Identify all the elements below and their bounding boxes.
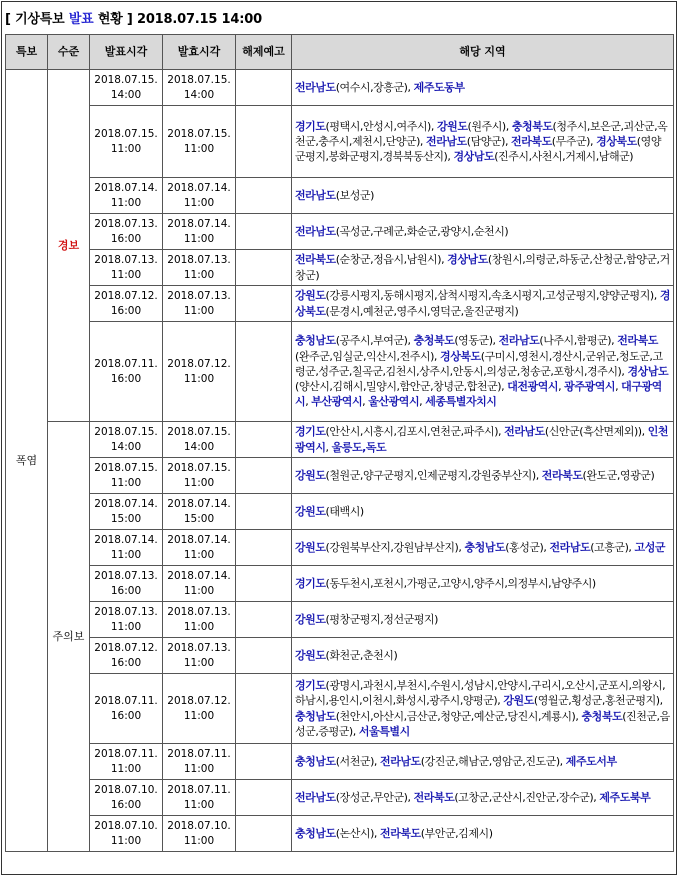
region-detail: (공주시,부여군), [335,334,414,348]
region-detail: (완주군,임실군,익산시,전주시), [295,349,441,363]
cancel-notice-cell [236,178,292,214]
region-name: 강원도 [503,694,534,708]
time-text: 11:00 [183,304,215,317]
cancel-notice-cell [236,566,292,602]
time-text: 11:00 [110,548,142,561]
region-name: 전라북도 [413,790,455,804]
announce-time-cell [90,744,163,780]
effective-time-cell [163,70,236,106]
date-text: 2018.07.14. [167,217,231,230]
date-text: 2018.07.12. [94,641,158,654]
region-cell [292,214,674,250]
effective-time-cell [163,780,236,816]
region-cell [292,566,674,602]
region-name: 경상북도 [596,134,637,148]
region-cell [292,70,674,106]
date-text: 2018.07.13. [167,289,231,302]
region-name: 경기도 [295,679,326,693]
region-cell [292,178,674,214]
region-cell [292,816,674,852]
time-text: 11:00 [110,620,142,633]
announce-time-cell [90,106,163,178]
announce-time-cell [90,178,163,214]
region-cell [292,494,674,530]
region-cell [292,458,674,494]
region-name: 광주광역시 [564,380,616,394]
region-cell [292,744,674,780]
region-name: 강원도 [436,119,468,133]
region-detail: (완도군,영광군) [582,468,655,482]
cancel-notice-cell [236,214,292,250]
time-text: 11:00 [110,142,142,155]
date-text: 2018.07.14. [94,181,158,194]
effective-time-cell [163,638,236,674]
region-detail: (고흥군), [590,540,635,554]
effective-time-cell [163,422,236,458]
region-name: 전라남도 [498,334,540,348]
table-row [6,214,674,250]
region-name: 충청남도 [464,540,506,554]
table-row [6,566,674,602]
region-detail: , [419,395,426,409]
time-text: 16:00 [110,304,142,317]
table-body [6,70,674,852]
date-text: 2018.07.15. [167,425,231,438]
region-detail: , [325,440,332,454]
header-cancel-notice: 해제예고 [236,35,292,70]
effective-time-cell [163,674,236,744]
region-detail: (광명시,과천시,부천시,수원시,성남시,안양시,구리시,오산시,군포시,의왕시,하남시,용인시,이천시,화성시,광주시,양평군), [295,679,666,708]
region-detail: , [362,395,369,409]
region-name: 전라남도 [295,188,336,202]
date-text: 2018.07.13. [167,253,231,266]
table-row [6,178,674,214]
effective-time-cell [163,530,236,566]
table-row [6,674,674,744]
effective-time-cell [163,106,236,178]
region-detail: (진천군,음성군,증평군), [295,709,670,738]
header-effective-time: 발효시각 [163,35,236,70]
region-name: 전라북도 [380,826,421,840]
region-name: 제주도동부 [413,80,465,94]
region-name: 충청북도 [511,119,553,133]
region-name: 충청북도 [581,709,623,723]
title-rest: 현황 ] 2018.07.15 14:00 [93,12,262,27]
region-name: 강원도 [295,540,326,554]
region-detail: (무주군), [551,134,597,148]
region-detail: (진주시,사천시,거제시,남해군) [494,150,634,164]
announce-time-cell [90,458,163,494]
heat-warning-table [5,34,674,852]
date-text: 2018.07.10. [94,819,158,832]
region-name: 충청남도 [295,334,336,348]
cancel-notice-cell [236,530,292,566]
region-cell [292,638,674,674]
region-cell [292,286,674,322]
region-name: 전라북도 [541,468,583,482]
announce-time-cell [90,816,163,852]
effective-time-cell [163,214,236,250]
announce-time-cell [90,70,163,106]
announce-time-cell [90,530,163,566]
time-text: 11:00 [183,196,215,209]
region-detail: (서천군), [335,754,381,768]
table-row [6,780,674,816]
table-header-row [6,35,674,70]
region-detail: (고창군,군산시,진안군,장수군), [454,790,600,804]
header-region: 해당 지역 [292,35,674,70]
date-text: 2018.07.15. [94,127,158,140]
region-cell [292,422,674,458]
cancel-notice-cell [236,638,292,674]
table-row [6,322,674,422]
region-detail: (원주시), [467,119,512,133]
region-detail: (강릉시평지,동해시평지,삼척시평지,속초시평지,고성군평지,양양군평지), [325,289,660,303]
region-detail: , [558,380,565,394]
region-detail: (화천군,춘천시) [325,648,398,662]
time-text: 11:00 [183,372,215,385]
date-text: 2018.07.11. [167,747,231,760]
region-name: 경기도 [295,425,326,439]
table-row [6,286,674,322]
region-detail: (철원군,양구군평지,인제군평지,강원중부산지), [325,468,542,482]
announce-time-cell [90,422,163,458]
table-row [6,70,674,106]
header-level: 수준 [48,35,90,70]
time-text: 14:00 [183,88,215,101]
announce-time-cell [90,250,163,286]
region-name: 서울특별시 [358,724,410,738]
effective-time-cell [163,286,236,322]
region-name: 전라북도 [617,334,658,348]
time-text: 11:00 [183,762,215,775]
effective-time-cell [163,744,236,780]
announce-time-cell [90,214,163,250]
time-text: 11:00 [183,834,215,847]
effective-time-cell [163,816,236,852]
table-row [6,250,674,286]
time-text: 11:00 [183,232,215,245]
date-text: 2018.07.14. [94,533,158,546]
region-name: 경상북도 [440,349,481,363]
region-name: 충청남도 [295,754,336,768]
region-detail: (논산시), [335,826,381,840]
cancel-notice-cell [236,816,292,852]
time-text: 11:00 [110,476,142,489]
region-name: 경상남도 [627,364,669,378]
region-detail: (신안군(흑산면제외)), [544,425,648,439]
region-detail: (영월군,횡성군,홍천군평지), [533,694,663,708]
region-name: 제주도북부 [599,790,651,804]
region-cell [292,250,674,286]
date-text: 2018.07.13. [167,641,231,654]
date-text: 2018.07.13. [94,605,158,618]
region-name: 경기도 [295,119,326,133]
table-row [6,494,674,530]
region-name: 부산광역시 [311,395,363,409]
date-text: 2018.07.15. [167,73,231,86]
region-cell [292,674,674,744]
region-cell [292,602,674,638]
region-name: 강원도 [295,648,326,662]
time-text: 11:00 [110,762,142,775]
date-text: 2018.07.11. [94,694,158,707]
region-detail: (천안시,아산시,금산군,청양군,예산군,당진시,계룡시), [335,709,582,723]
effective-time-cell [163,250,236,286]
region-detail: (구미시,영천시,경산시,군위군,청도군,고령군,성주군,칠곡군,김천시,상주시,안동시,의성군,청송군,포항시,경주시), [295,349,663,378]
time-text: 15:00 [110,512,142,525]
region-detail: (강원북부산지,강원남부산지), [325,540,465,554]
table-row [6,106,674,178]
effective-time-cell [163,566,236,602]
region-name: 세종특별자치시 [425,395,497,409]
region-detail: (평창군평지,정선군평지) [325,612,439,626]
region-detail: (영동군), [454,334,499,348]
region-detail: (동두천시,포천시,가평군,고양시,양주시,의정부시,남양주시) [325,576,596,590]
cancel-notice-cell [236,106,292,178]
table-row [6,422,674,458]
time-text: 14:00 [110,88,142,101]
warning-level-cell: 경보 [48,70,90,422]
date-text: 2018.07.12. [167,357,231,370]
region-name: 전라남도 [295,224,336,238]
cancel-notice-cell [236,458,292,494]
region-name: 강원도 [295,289,326,303]
region-cell [292,322,674,422]
date-text: 2018.07.15. [167,127,231,140]
announce-time-cell [90,322,163,422]
region-name: 충청남도 [295,826,336,840]
region-name: 제주도서부 [565,754,617,768]
effective-time-cell [163,322,236,422]
region-name: 강원도 [295,468,326,482]
page-title [5,8,262,27]
time-text: 11:00 [110,268,142,281]
table-row [6,530,674,566]
time-text: 11:00 [183,620,215,633]
table-row [6,638,674,674]
cancel-notice-cell [236,250,292,286]
cancel-notice-cell [236,494,292,530]
effective-time-cell [163,494,236,530]
date-text: 2018.07.14. [94,497,158,510]
region-name: 경상북도 [295,289,671,318]
cancel-notice-cell [236,322,292,422]
region-name: 인천광역시 [295,425,669,454]
time-text: 16:00 [110,584,142,597]
date-text: 2018.07.11. [167,783,231,796]
region-detail: (보성군) [335,188,374,202]
warning-level-cell: 주의보 [48,422,90,852]
date-text: 2018.07.11. [94,747,158,760]
region-name: 강원도 [295,504,326,518]
announce-time-cell [90,286,163,322]
title-highlight: 발표 [68,12,94,27]
title-prefix: [ 기상특보 [5,12,69,27]
announce-time-cell [90,494,163,530]
header-announce-time: 발표시각 [90,35,163,70]
region-detail: (곡성군,구례군,화순군,광양시,순천시) [335,224,509,238]
date-text: 2018.07.12. [94,289,158,302]
region-name: 충청남도 [295,709,336,723]
table-row [6,458,674,494]
region-name: 충청북도 [413,334,455,348]
date-text: 2018.07.11. [94,357,158,370]
region-detail: (안산시,시흥시,김포시,연천군,파주시), [325,425,505,439]
table-row [6,602,674,638]
region-detail: , [615,380,622,394]
region-name: 울릉도,독도 [331,440,387,454]
time-text: 11:00 [183,268,215,281]
announce-time-cell [90,780,163,816]
cancel-notice-cell [236,744,292,780]
region-detail: (순창군,정읍시,남원시), [335,253,448,267]
announce-time-cell [90,602,163,638]
cancel-notice-cell [236,422,292,458]
time-text: 16:00 [110,232,142,245]
table-row [6,744,674,780]
cancel-notice-cell [236,70,292,106]
effective-time-cell [163,602,236,638]
region-name: 경기도 [295,576,326,590]
time-text: 11:00 [183,798,215,811]
region-name: 대구광역시 [295,380,662,409]
time-text: 14:00 [183,440,215,453]
region-detail: (창원시,의령군,하동군,산청군,함양군,거창군) [295,253,670,282]
time-text: 14:00 [110,440,142,453]
region-detail: (청주시,보은군,괴산군,옥천군,충주시,제천시,단양군), [295,119,668,148]
header-type: 특보 [6,35,48,70]
date-text: 2018.07.15. [94,73,158,86]
time-text: 16:00 [110,656,142,669]
time-text: 16:00 [110,372,142,385]
time-text: 11:00 [110,834,142,847]
announce-time-cell [90,566,163,602]
region-cell [292,530,674,566]
effective-time-cell [163,458,236,494]
date-text: 2018.07.15. [94,425,158,438]
region-cell [292,106,674,178]
date-text: 2018.07.14. [167,569,231,582]
region-name: 전라남도 [426,134,467,148]
date-text: 2018.07.13. [167,605,231,618]
cancel-notice-cell [236,674,292,744]
date-text: 2018.07.13. [94,217,158,230]
region-detail: (평택시,안성시,여주시), [325,119,437,133]
announce-time-cell [90,674,163,744]
time-text: 11:00 [183,548,215,561]
time-text: 16:00 [110,709,142,722]
date-text: 2018.07.10. [167,819,231,832]
time-text: 15:00 [183,512,215,525]
date-text: 2018.07.13. [94,253,158,266]
table-row [6,816,674,852]
date-text: 2018.07.14. [167,497,231,510]
region-name: 전라남도 [295,790,336,804]
region-name: 전라북도 [511,134,552,148]
region-name: 전라북도 [295,253,336,267]
region-detail: , [305,395,312,409]
time-text: 11:00 [183,584,215,597]
cancel-notice-cell [236,286,292,322]
time-text: 16:00 [110,798,142,811]
effective-time-cell [163,178,236,214]
region-name: 전라남도 [380,754,421,768]
region-detail: (태백시) [325,504,364,518]
region-detail: (강진군,해남군,영암군,진도군), [420,754,566,768]
time-text: 11:00 [183,709,215,722]
time-text: 11:00 [183,142,215,155]
region-name: 강원도 [295,612,326,626]
region-detail: (영양군평지,봉화군평지,경북북동산지), [295,134,661,164]
region-detail: (문경시,예천군,영주시,영덕군,울진군평지) [325,304,519,318]
region-name: 경상남도 [447,253,488,267]
region-name: 전라남도 [504,425,545,439]
date-text: 2018.07.15. [167,461,231,474]
region-detail: (나주시,함평군), [539,334,618,348]
time-text: 11:00 [183,476,215,489]
region-detail: (양산시,김해시,밀양시,함안군,창녕군,합천군), [295,380,508,394]
announce-time-cell [90,638,163,674]
cancel-notice-cell [236,780,292,816]
region-name: 울산광역시 [368,395,420,409]
cancel-notice-cell [236,602,292,638]
region-detail: (홍성군), [505,540,550,554]
date-text: 2018.07.10. [94,783,158,796]
date-text: 2018.07.14. [167,181,231,194]
warning-type-cell: 폭염 [6,70,48,852]
region-name: 전라남도 [549,540,591,554]
region-name: 고성군 [634,540,666,554]
date-text: 2018.07.13. [94,569,158,582]
date-text: 2018.07.15. [94,461,158,474]
region-name: 대전광역시 [507,380,559,394]
region-detail: (여수시,장흥군), [335,80,414,94]
region-detail: (부안군,김제시) [420,826,493,840]
region-detail: (장성군,무안군), [335,790,414,804]
region-cell [292,780,674,816]
time-text: 11:00 [183,656,215,669]
time-text: 11:00 [110,196,142,209]
region-detail: (담양군), [466,134,512,148]
date-text: 2018.07.14. [167,533,231,546]
region-name: 전라남도 [295,80,336,94]
region-name: 경상남도 [453,150,495,164]
date-text: 2018.07.12. [167,694,231,707]
